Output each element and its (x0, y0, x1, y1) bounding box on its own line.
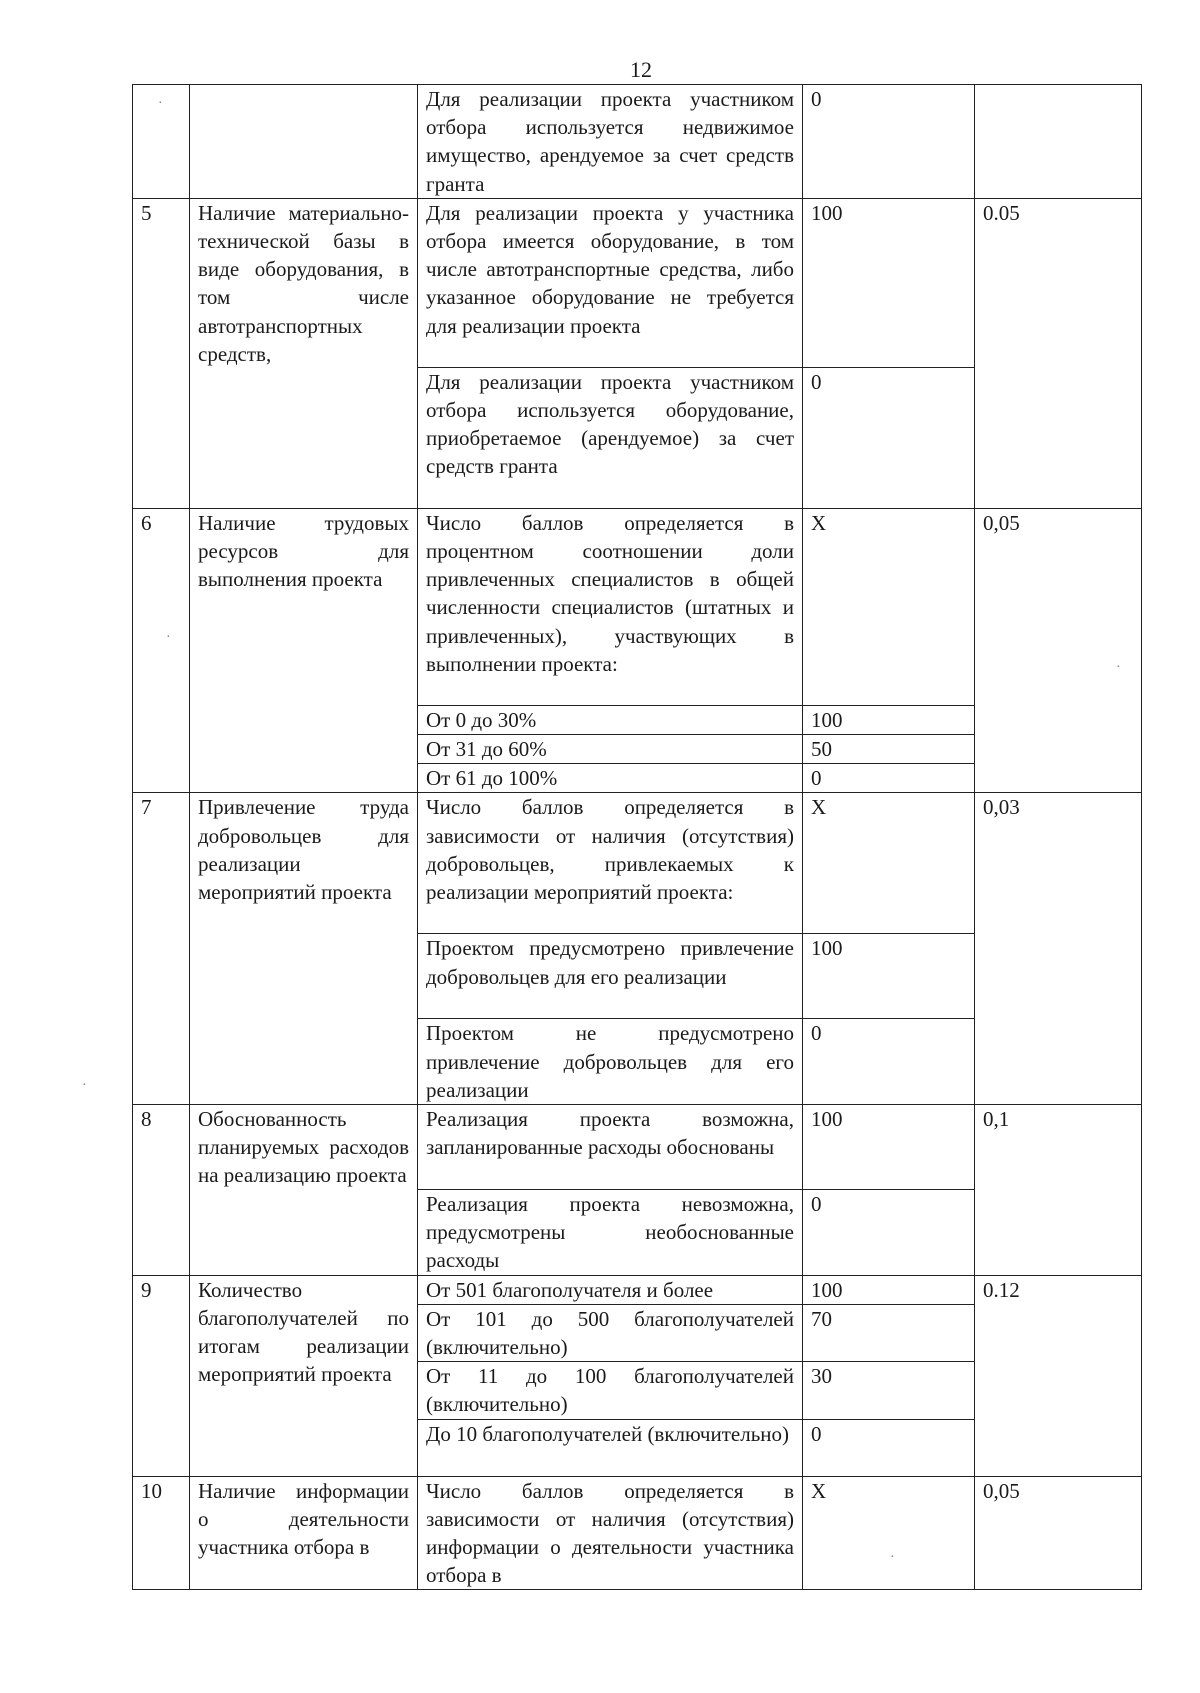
option-description: Реализация проекта невозможна, предусмотрены необоснованные расходы (418, 1190, 803, 1276)
option-score: X (803, 508, 975, 705)
option-description: От 11 до 100 благополучателей (включительно) (418, 1362, 803, 1419)
option-score: 100 (803, 198, 975, 367)
table-row (133, 1105, 1142, 1190)
table-row (133, 508, 1142, 705)
criteria-table (132, 84, 1142, 1590)
criterion-weight: 0.12 (975, 1275, 1142, 1476)
option-description: Для реализации проекта участником отбора используется недвижимое имущество, арендуемое за счет средств гранта (418, 85, 803, 199)
criterion-number: 9 (133, 1275, 190, 1476)
criterion-number: 6 (133, 508, 190, 793)
scan-speck: · (166, 630, 171, 645)
option-description: От 501 благополучателя и более (418, 1275, 803, 1304)
criterion-number: 10 (133, 1476, 190, 1590)
option-score: 0 (803, 764, 975, 793)
criterion-weight (975, 85, 1142, 199)
option-description: Число баллов определяется в зависимости от наличия (отсутствия) информации о деятельности участника отбора в (418, 1476, 803, 1590)
table-row (133, 85, 1142, 199)
option-score: 100 (803, 1275, 975, 1304)
page-number: 12 (630, 57, 652, 82)
option-description: Проектом не предусмотрено привлечение добровольцев для его реализации (418, 1019, 803, 1105)
option-description: Проектом предусмотрено привлечение добровольцев для его реализации (418, 934, 803, 1019)
criterion-weight: 0,03 (975, 793, 1142, 1105)
option-score: 100 (803, 1105, 975, 1190)
criterion-weight: 0.05 (975, 198, 1142, 508)
option-description: От 0 до 30% (418, 705, 803, 734)
option-description: Число баллов определяется в процентном соотношении доли привлеченных специалистов в общей численности специалистов (штатных и привлеченных), участвующих в выполнении проекта: (418, 508, 803, 705)
option-description: От 101 до 500 благополучателей (включительно) (418, 1304, 803, 1361)
criterion-name (190, 85, 418, 199)
option-score: X (803, 793, 975, 934)
scan-speck: · (890, 1550, 895, 1565)
option-score: 0 (803, 367, 975, 508)
option-score: 0 (803, 1019, 975, 1105)
table-row (133, 1476, 1142, 1590)
criterion-number: 8 (133, 1105, 190, 1276)
scan-speck: · (158, 96, 163, 111)
criterion-weight: 0,05 (975, 1476, 1142, 1590)
criterion-name: Наличие материально-технической базы в виде оборудования, в том числе автотранспортных средств, (190, 198, 418, 508)
criterion-number: 7 (133, 793, 190, 1105)
scan-speck: · (1116, 660, 1121, 675)
table-row (133, 198, 1142, 367)
criterion-weight: 0,1 (975, 1105, 1142, 1276)
option-score: 0 (803, 1419, 975, 1476)
option-score: 50 (803, 735, 975, 764)
option-description: Реализация проекта возможна, запланированные расходы обоснованы (418, 1105, 803, 1190)
criterion-weight: 0,05 (975, 508, 1142, 793)
option-score: 70 (803, 1304, 975, 1361)
option-description: Число баллов определяется в зависимости от наличия (отсутствия) добровольцев, привлекаемых к реализации мероприятий проекта: (418, 793, 803, 934)
table-row (133, 793, 1142, 934)
option-description: До 10 благополучателей (включительно) (418, 1419, 803, 1476)
criterion-name: Наличие информации о деятельности участника отбора в (190, 1476, 418, 1590)
criterion-name: Наличие трудовых ресурсов для выполнения проекта (190, 508, 418, 793)
criterion-name: Привлечение труда добровольцев для реализации мероприятий проекта (190, 793, 418, 1105)
criterion-name: Обоснованность планируемых расходов на реализацию проекта (190, 1105, 418, 1276)
option-score: 0 (803, 85, 975, 199)
option-description: От 61 до 100% (418, 764, 803, 793)
scan-speck: · (82, 1078, 87, 1093)
option-description: От 31 до 60% (418, 735, 803, 764)
option-score: 0 (803, 1190, 975, 1276)
table-row (133, 1275, 1142, 1304)
option-description: Для реализации проекта участником отбора используется оборудование, приобретаемое (арендуемое) за счет средств гранта (418, 367, 803, 508)
option-score: 100 (803, 705, 975, 734)
option-score: 30 (803, 1362, 975, 1419)
criterion-name: Количество благополучателей по итогам реализации мероприятий проекта (190, 1275, 418, 1476)
option-score: 100 (803, 934, 975, 1019)
option-description: Для реализации проекта у участника отбора имеется оборудование, в том числе автотранспортные средства, либо указанное оборудование не требуется для реализации проекта (418, 198, 803, 367)
option-score: X (803, 1476, 975, 1590)
criterion-number: 5 (133, 198, 190, 508)
